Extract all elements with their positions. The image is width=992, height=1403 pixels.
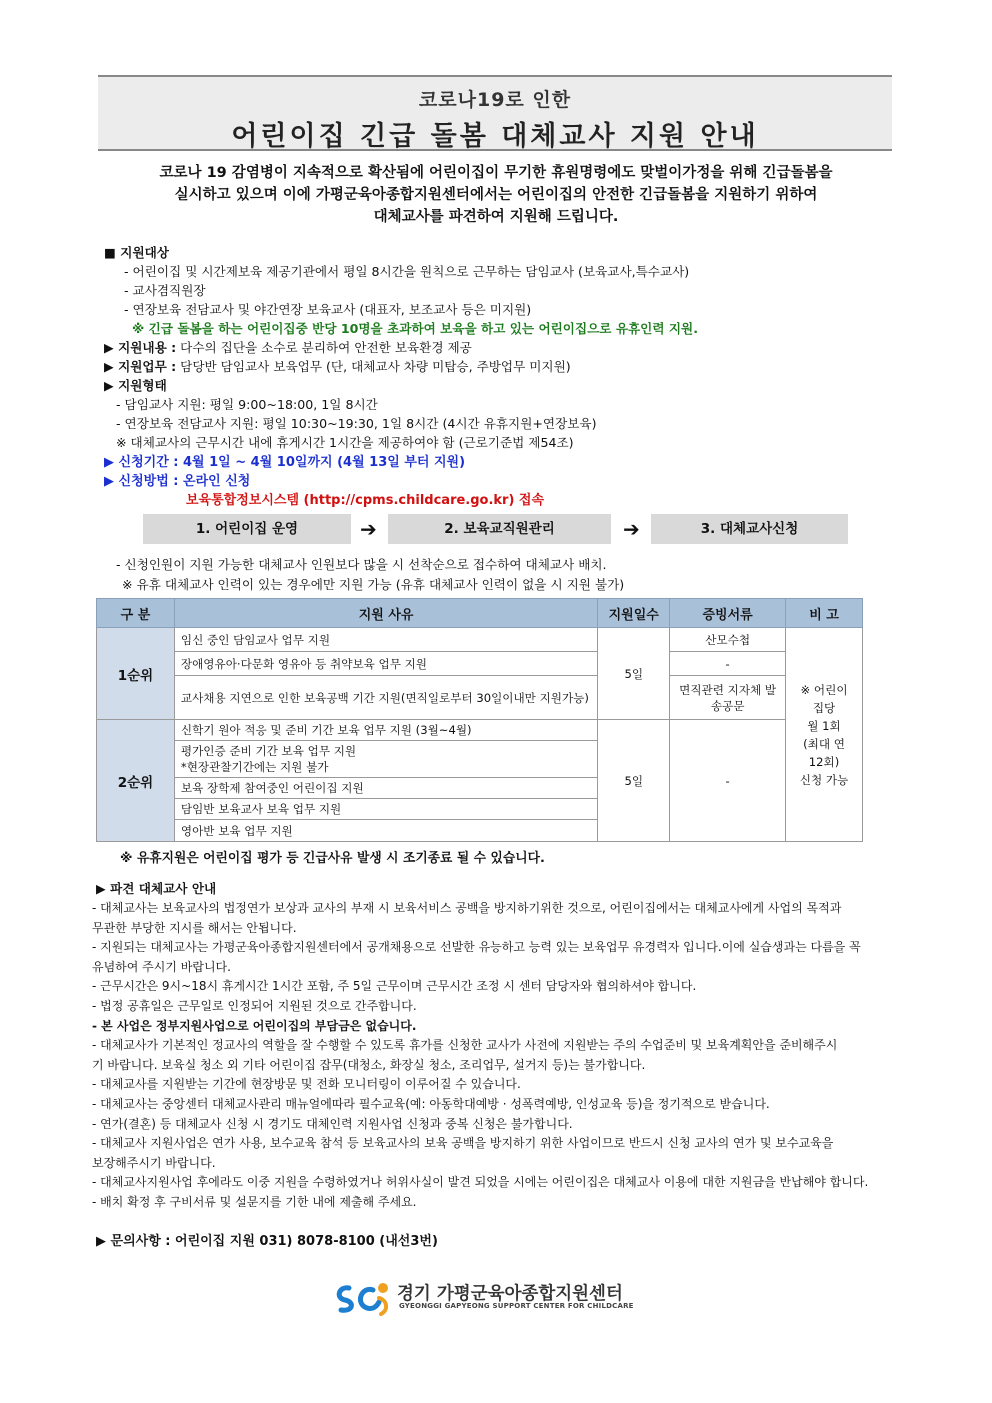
docs-cell: 면직관련 지자체 발송공문 <box>670 676 786 720</box>
support-duty-label: ▶ 지원업무 : <box>104 359 177 374</box>
intro-line: 실시하고 있으며 이에 가평군육아종합지원센터에서는 어린이집의 안전한 긴급돌봄을 지원하기 위하여 <box>174 187 818 203</box>
remark-line: 12회) <box>808 754 840 769</box>
page-title: 어린이집 긴급 돌봄 대체교사 지원 안내 <box>231 121 759 152</box>
form-item: - 연장보육 전담교사 지원: 평일 10:30~19:30, 1일 8시간 (4시간 유휴지원+연장보육) <box>116 416 597 431</box>
title-box <box>98 75 892 151</box>
remark-line: 집당 <box>812 700 836 715</box>
after-steps-note: - 신청인원이 지원 가능한 대체교사 인원보다 많을 시 선착순으로 접수하여 대체교사 배치. <box>116 557 607 572</box>
guide-line: - 연가(결혼) 등 대체교사 신청 시 경기도 대체인력 지원사업 신청과 중복 신청은 불가합니다. <box>92 1116 573 1131</box>
early-end-note: ※ 유휴지원은 어린이집 평가 등 긴급사유 발생 시 조기종료 될 수 있습니다. <box>120 851 545 866</box>
rank-cell: 2순위 <box>97 720 175 842</box>
remark-line: (최대 연 <box>803 736 845 751</box>
days-cell: 5일 <box>598 628 670 720</box>
apply-method-detail[interactable]: 보육통합정보시스템 (http://cpms.childcare.go.kr) 접속 <box>186 493 545 508</box>
support-content-value: 다수의 집단을 소수로 분리하여 안전한 보육환경 제공 <box>176 340 472 355</box>
subtitle: 코로나19로 인한 <box>418 89 572 111</box>
apply-method: ▶ 신청방법 : 온라인 신청 <box>104 474 251 489</box>
guide-line: - 대체교사 지원사업은 연가 사용, 보수교육 참석 등 보육교사의 보육 공백을 방지하기 위한 사업이므로 반드시 신청 교사의 연가 및 보수교육을 <box>92 1136 834 1151</box>
reason-cell: 임신 중인 담임교사 업무 지원 <box>174 628 597 652</box>
target-item: - 교사겸직원장 <box>124 283 206 298</box>
table-header: 지원 사유 <box>174 599 597 628</box>
step-2: 2. 보육교직원관리 <box>388 514 611 544</box>
docs-cell: - <box>670 720 786 842</box>
remark-line: ※ 어린이 <box>800 682 848 697</box>
table-row <box>97 720 863 741</box>
guide-line: - 대체교사를 지원받는 기간에 현장방문 및 전화 모니터링이 이루어질 수 있습니다. <box>92 1077 521 1092</box>
target-item: - 어린이집 및 시간제보육 제공기관에서 평일 8시간을 원칙으로 근무하는 담임교사 (보육교사,특수교사) <box>124 264 690 279</box>
remark-cell <box>786 628 863 842</box>
arrow-icon: ➔ <box>360 517 377 541</box>
guide-line: 유념하여 주시기 바랍니다. <box>92 959 231 974</box>
form-heading: ▶ 지원형태 <box>104 378 167 393</box>
days-cell: 5일 <box>598 720 670 842</box>
reason-line: 평가인증 준비 기간 보육 업무 지원 <box>180 744 357 758</box>
table-header-row <box>97 599 863 628</box>
form-note: ※ 대체교사의 근무시간 내에 휴게시간 1시간을 제공하여야 함 (근로기준법 제54조) <box>116 435 574 450</box>
guide-line: - 대체교사는 중앙센터 대체교사관리 매뉴얼에따라 필수교육(예: 아동학대예방 · 성폭력예방, 인성교육 등)을 정기적으로 받습니다. <box>92 1097 770 1111</box>
footer-logo <box>335 1280 655 1318</box>
table-row <box>97 652 863 676</box>
reason-cell: 영아반 보육 업무 지원 <box>174 820 597 842</box>
target-note: ※ 긴급 돌봄을 하는 어린이집중 반당 10명을 초과하여 보육을 하고 있는 어린이집으로 유휴인력 지원. <box>132 321 699 336</box>
docs-cell: 산모수첩 <box>670 628 786 652</box>
intro-line: 코로나 19 감염병이 지속적으로 확산됨에 어린이집이 무기한 휴원명령에도 맞벌이가정을 위해 긴급돌봄을 <box>159 165 833 181</box>
step-3: 3. 대체교사신청 <box>651 514 848 544</box>
guide-line: 보장해주시기 바랍니다. <box>92 1155 216 1170</box>
form-item: - 담임교사 지원: 평일 9:00~18:00, 1일 8시간 <box>116 397 378 412</box>
contact-info: ▶ 문의사항 : 어린이집 지원 031) 8078-8100 (내선3번) <box>96 1234 438 1249</box>
table-header: 증빙서류 <box>670 599 786 628</box>
reason-cell: 신학기 원아 적응 및 준비 기간 보육 업무 지원 (3월~4월) <box>174 720 597 741</box>
remark-line: 신청 가능 <box>799 772 849 787</box>
guide-line: 기 바랍니다. 보육실 청소 외 기타 어린이집 잡무(대청소, 화장실 청소, 조리업무, 설거지 등)는 불가합니다. <box>92 1057 646 1072</box>
intro-paragraph <box>120 162 872 228</box>
org-name-english: GYEONGGI GAPYEONG SUPPORT CENTER FOR CHILDCARE <box>399 1302 634 1310</box>
table-header: 지원일수 <box>598 599 670 628</box>
table-row <box>97 676 863 720</box>
table-header: 구 분 <box>97 599 175 628</box>
intro-line: 대체교사를 파견하여 지원해 드립니다. <box>373 209 619 225</box>
reason-cell <box>174 741 597 778</box>
guide-line: 무관한 부당한 지시를 해서는 안됩니다. <box>92 920 297 935</box>
reason-cell: 장애영유아·다문화 영유아 등 취약보육 업무 지원 <box>174 652 597 676</box>
guide-line: - 대체교사는 보육교사의 법정연가 보상과 교사의 부재 시 보육서비스 공백을 방지하기위한 것으로, 어린이집에서는 대체교사에게 사업의 목적과 <box>92 901 842 915</box>
arrow-icon: ➔ <box>623 517 640 541</box>
step-1: 1. 어린이집 운영 <box>143 514 351 544</box>
support-duty-value: 담당반 담임교사 보육업무 (단, 대체교사 차량 미탑승, 주방업무 미지원) <box>176 359 571 374</box>
guide-line: - 대체교사지원사업 후에라도 이중 지원을 수령하였거나 허위사실이 발견 되었을 시에는 어린이집은 대체교사 이용에 대한 지원금을 반납해야 합니다. <box>92 1175 869 1190</box>
docs-cell: - <box>670 652 786 676</box>
guide-line: - 배치 확정 후 구비서류 및 설문지를 기한 내에 제출해 주세요. <box>92 1195 417 1209</box>
org-name: 경기 가평군육아종합지원센터 <box>397 1284 623 1304</box>
guide-line: - 지원되는 대체교사는 가평군육아종합지원센터에서 공개채용으로 선발한 유능하고 능력 있는 보육업무 유경력자 입니다.이에 실습생과는 다름을 꼭 <box>92 940 861 955</box>
guide-line: - 법정 공휴일은 근무일로 인정되어 지원된 것으로 간주합니다. <box>92 999 417 1013</box>
reason-cell: 담임반 보육교사 보육 업무 지원 <box>174 799 597 820</box>
center-logo-icon <box>335 1280 395 1318</box>
apply-period: ▶ 신청기간 : 4월 1일 ~ 4월 10일까지 (4월 13일 부터 지원) <box>104 455 466 470</box>
rank-cell: 1순위 <box>97 628 175 720</box>
reason-cell: 교사채용 지연으로 인한 보육공백 기간 지원(면직일로부터 30일이내만 지원가능) <box>174 676 597 720</box>
guide-line: - 대체교사가 기본적인 정교사의 역할을 잘 수행할 수 있도록 휴가를 신청한 교사가 사전에 지원받는 주의 수업준비 및 보육계획안을 준비해주시 <box>92 1038 838 1053</box>
guide-line: - 근무시간은 9시~18시 휴게시간 1시간 포함, 주 5일 근무이며 근무시간 조정 시 센터 담당자와 협의하셔야 합니다. <box>92 979 697 994</box>
reason-cell: 보육 장학제 참여중인 어린이집 지원 <box>174 778 597 799</box>
support-duty <box>104 358 571 376</box>
target-heading: ■ 지원대상 <box>104 245 169 260</box>
remark-line: 월 1회 <box>807 718 841 733</box>
table-header: 비 고 <box>786 599 863 628</box>
table-row <box>97 628 863 652</box>
reason-line: *현장관찰기간에는 지원 불가 <box>180 760 329 774</box>
support-content <box>104 339 472 357</box>
after-steps-note: ※ 유휴 대체교사 인력이 있는 경우에만 지원 가능 (유휴 대체교사 인력이 없을 시 지원 불가) <box>122 577 625 592</box>
support-content-label: ▶ 지원내용 : <box>104 340 177 355</box>
target-item: - 연장보육 전담교사 및 야간연장 보육교사 (대표자, 보조교사 등은 미지원) <box>124 302 532 317</box>
priority-table <box>96 598 863 842</box>
guide-heading: ▶ 파견 대체교사 안내 <box>96 881 217 896</box>
guide-line: - 본 사업은 정부지원사업으로 어린이집의 부담금은 없습니다. <box>92 1018 417 1033</box>
